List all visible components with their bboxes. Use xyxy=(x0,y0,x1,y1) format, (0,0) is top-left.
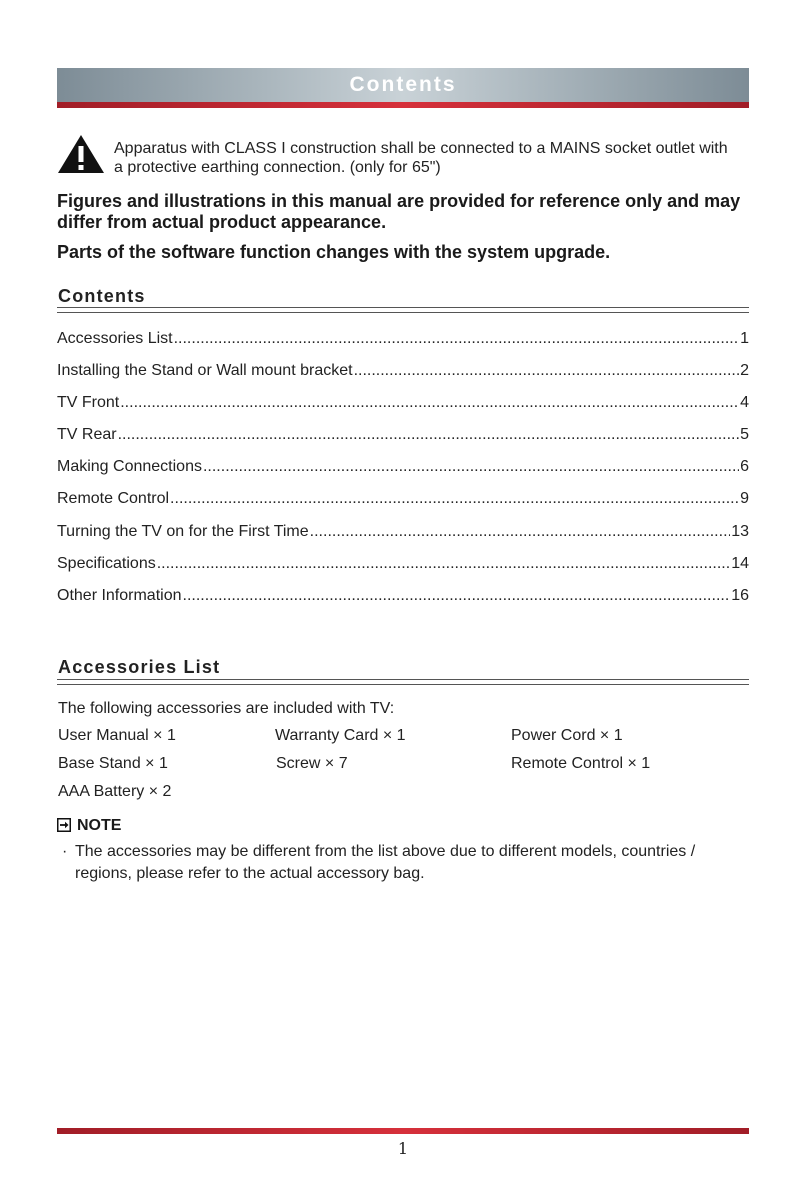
toc-leader xyxy=(183,587,731,605)
accessory-item: Screw × 7 xyxy=(276,755,348,772)
toc-item-accessories[interactable] xyxy=(57,330,749,362)
note-bullet: · xyxy=(62,843,68,860)
toc-leader xyxy=(120,394,739,412)
toc-item-tv-front[interactable] xyxy=(57,394,749,426)
toc-page: 1 xyxy=(740,330,749,347)
toc-item-making-connections[interactable] xyxy=(57,458,749,490)
toc-page: 16 xyxy=(731,586,749,604)
toc-leader xyxy=(310,523,731,541)
contents-heading: Contents xyxy=(58,286,146,306)
toc-title: Accessories List xyxy=(57,330,173,347)
toc-page: 6 xyxy=(740,458,749,476)
toc-item-remote-control[interactable] xyxy=(57,490,749,522)
toc-item-first-time[interactable] xyxy=(57,523,749,555)
toc-leader xyxy=(203,458,739,476)
toc-item-installing-stand[interactable] xyxy=(57,362,749,394)
accessory-item: Power Cord × 1 xyxy=(511,727,623,744)
toc-leader xyxy=(170,490,739,508)
toc-title: Other Information xyxy=(57,586,182,604)
page-number: 1 xyxy=(397,1139,409,1158)
note-arrow-icon xyxy=(57,818,71,832)
accessories-rule xyxy=(57,679,749,685)
notice-software: Parts of the software function changes with the system upgrade. xyxy=(57,242,611,262)
toc-title: TV Front xyxy=(57,394,120,412)
banner-red-bar xyxy=(57,102,749,108)
toc-page: 2 xyxy=(740,362,749,380)
toc-page: 5 xyxy=(740,426,749,444)
toc-item-tv-rear[interactable] xyxy=(57,426,749,458)
toc-leader xyxy=(118,426,740,444)
contents-banner xyxy=(57,68,749,102)
toc-leader xyxy=(157,555,730,573)
toc-page: 14 xyxy=(731,554,749,572)
toc-title: Installing the Stand or Wall mount bracket xyxy=(57,362,353,380)
toc-title: TV Rear xyxy=(57,426,117,444)
contents-rule xyxy=(57,307,749,313)
toc-title: Specifications xyxy=(57,554,156,572)
notice-figures: Figures and illustrations in this manual are provided for reference only and may differ from actual product appearance. xyxy=(57,191,741,232)
toc-item-other-information[interactable] xyxy=(57,587,749,619)
banner-title: Contents xyxy=(349,73,457,96)
accessories-heading: Accessories List xyxy=(58,657,221,677)
accessory-item: User Manual × 1 xyxy=(58,727,176,744)
accessory-item: Remote Control × 1 xyxy=(511,755,651,772)
accessory-item: Warranty Card × 1 xyxy=(275,727,406,744)
toc-leader xyxy=(174,330,740,348)
accessory-item: AAA Battery × 2 xyxy=(58,783,172,800)
accessory-item: Base Stand × 1 xyxy=(58,755,168,772)
footer-red-bar xyxy=(57,1128,749,1134)
toc-page: 9 xyxy=(740,490,749,508)
warning-text: Apparatus with CLASS I construction shall be connected to a MAINS socket outlet with a protective earthing connection. (only for 65") xyxy=(114,140,728,176)
toc-item-specifications[interactable] xyxy=(57,555,749,587)
toc-page: 13 xyxy=(731,522,749,540)
toc-title: Remote Control xyxy=(57,490,170,508)
note-label: NOTE xyxy=(77,817,122,834)
toc-title: Making Connections xyxy=(57,458,202,476)
toc-leader xyxy=(354,362,740,380)
note-text: The accessories may be different from the list above due to different models, countries / regions, please refer to the actual accessory bag. xyxy=(75,843,696,882)
toc-title: Turning the TV on for the First Time xyxy=(57,522,309,540)
table-of-contents xyxy=(57,330,749,619)
accessories-intro: The following accessories are included with TV: xyxy=(58,700,395,717)
warning-triangle-icon xyxy=(57,134,105,174)
toc-page: 4 xyxy=(740,394,749,412)
